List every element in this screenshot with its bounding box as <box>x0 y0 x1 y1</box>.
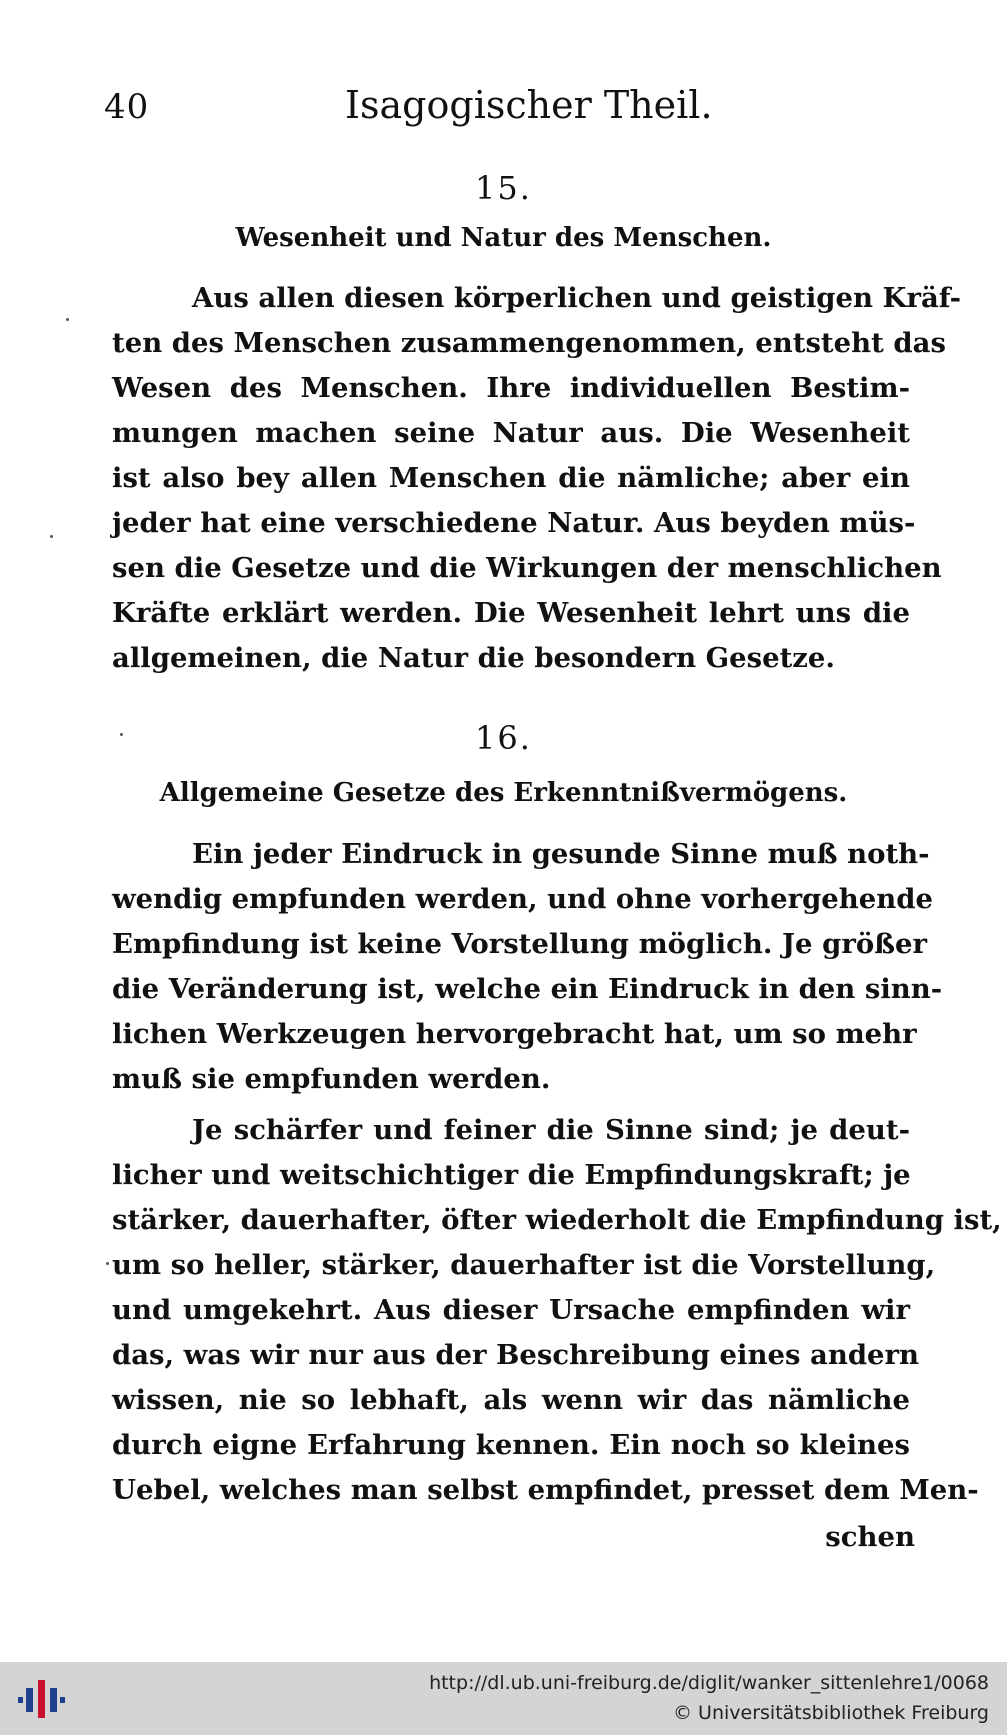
section-number-15: 15. <box>475 169 532 207</box>
text-line: lichen Werkzeugen hervorgebracht hat, um so mehr <box>112 1018 917 1050</box>
text-line: Uebel, welches man selbst empfindet, presset dem Men- <box>112 1474 979 1506</box>
section-title-15: Wesenheit und Natur des Menschen. <box>235 223 772 253</box>
text-line: jeder hat eine verschiedene Natur. Aus beyden müs- <box>112 507 916 539</box>
text-line: stärker, dauerhafter, öfter wiederholt die Empfindung ist, <box>112 1204 1002 1236</box>
text-line: und umgekehrt. Aus dieser Ursache empfinden wir <box>112 1294 910 1326</box>
text-line: allgemeinen, die Natur die besondern Gesetze. <box>112 642 835 674</box>
paragraph-15-1 <box>112 276 962 681</box>
text-line: Wesen des Menschen. Ihre individuellen Bestim- <box>112 372 910 404</box>
section-number-16: 16. <box>475 719 532 757</box>
text-line: wendig empfunden werden, und ohne vorhergehende <box>112 883 934 915</box>
text-line: sen die Gesetze und die Wirkungen der menschlichen <box>112 552 942 584</box>
text-line: Kräfte erklärt werden. Die Wesenheit lehrt uns die <box>112 597 910 629</box>
text-line: Aus allen diesen körperlichen und geistigen Kräf- <box>192 282 962 314</box>
text-line: Ein jeder Eindruck in gesunde Sinne muß noth- <box>192 838 930 870</box>
page-number: 40 <box>104 87 150 127</box>
margin-speck <box>50 535 53 538</box>
page-header <box>100 82 900 132</box>
running-title: Isagogischer Theil. <box>345 83 713 127</box>
text-line: durch eigne Erfahrung kennen. Ein noch so kleines <box>112 1429 910 1461</box>
text-line: licher und weitschichtiger die Empfindungskraft; je <box>112 1159 911 1191</box>
text-line: das, was wir nur aus der Beschreibung eines andern <box>112 1339 920 1371</box>
text-line: die Veränderung ist, welche ein Eindruck in den sinn- <box>112 973 943 1005</box>
catchword: schen <box>825 1521 915 1553</box>
text-line: wissen, nie so lebhaft, als wenn wir das nämliche <box>112 1384 910 1416</box>
paragraph-16-1 <box>112 832 943 1102</box>
ub-freiburg-logo-icon[interactable] <box>14 1672 68 1726</box>
text-line: ten des Menschen zusammengenommen, entsteht das <box>112 327 946 359</box>
margin-speck <box>120 733 123 736</box>
text-line: um so heller, stärker, dauerhafter ist die Vorstellung, <box>112 1249 936 1281</box>
text-line: muß sie empfunden werden. <box>112 1063 551 1095</box>
copyright-notice: © Universitätsbibliothek Freiburg <box>673 1702 989 1724</box>
source-url-link[interactable]: http://dl.ub.uni-freiburg.de/diglit/wanker_sittenlehre1/0068 <box>429 1672 989 1694</box>
margin-speck <box>106 1262 109 1265</box>
text-line: Empfindung ist keine Vorstellung möglich. Je größer <box>112 928 928 960</box>
section-title-16: Allgemeine Gesetze des Erkenntnißvermögens. <box>159 778 848 808</box>
text-line: ist also bey allen Menschen die nämliche; aber ein <box>112 462 910 494</box>
margin-speck <box>66 318 69 321</box>
viewer-footer <box>0 1662 1007 1735</box>
text-line: Je schärfer und feiner die Sinne sind; je deut- <box>192 1114 910 1146</box>
paragraph-16-2 <box>112 1108 1002 1513</box>
text-line: mungen machen seine Natur aus. Die Wesenheit <box>112 417 910 449</box>
